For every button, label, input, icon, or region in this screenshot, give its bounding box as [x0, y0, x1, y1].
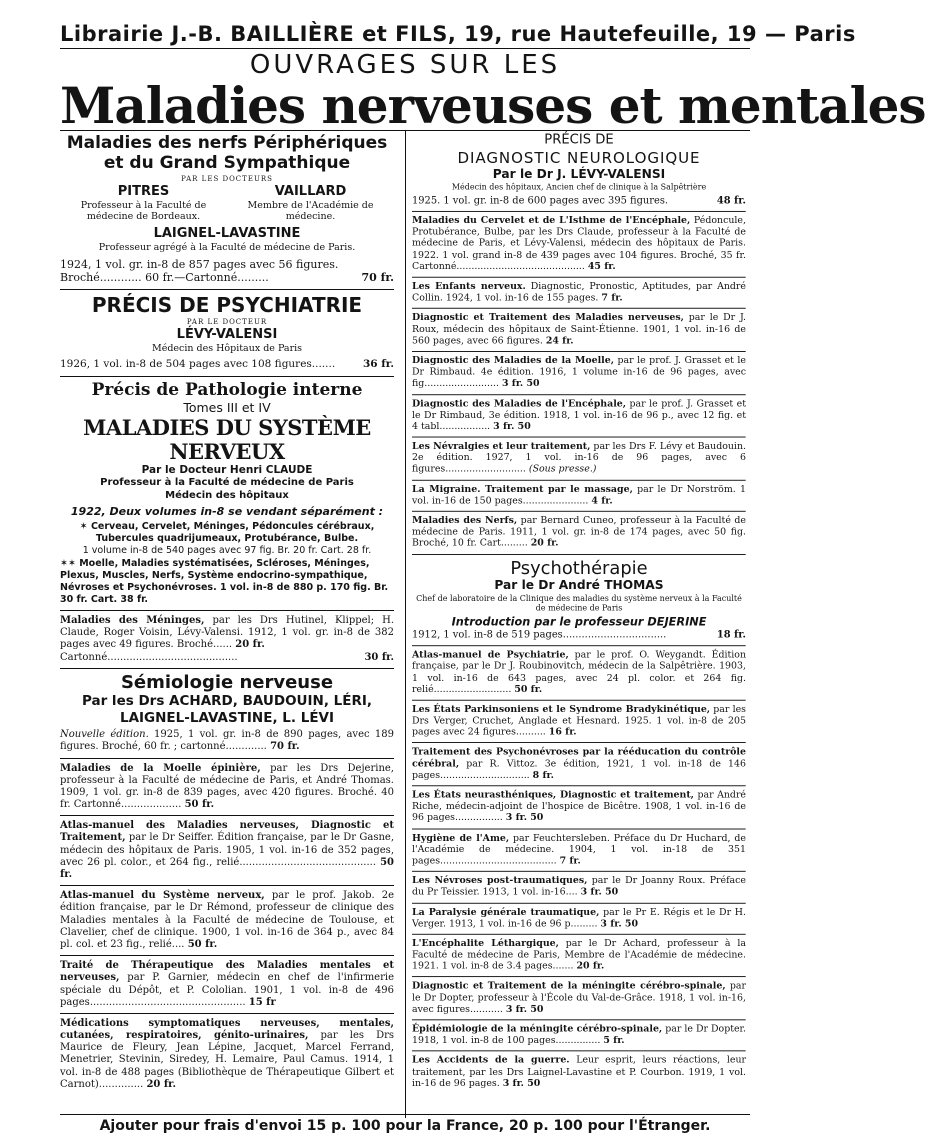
book-entry — [60, 890, 394, 951]
book-entry — [60, 615, 394, 664]
book-title: Précis de Pathologie interne — [91, 379, 363, 400]
edition-note: Nouvelle édition. — [60, 729, 149, 741]
price: 20 fr. — [235, 639, 265, 651]
book-entry-text: par le Dr Joanny Roux. Préface du Pr Teissier. 1913, 1 vol. in-16.... — [412, 875, 746, 898]
book-title: Psychothérapie — [510, 557, 648, 579]
separator — [412, 308, 746, 309]
separator — [412, 645, 746, 646]
book-entry — [412, 1024, 746, 1047]
book-entry-title: Les Névralgies et leur traitement, — [412, 441, 591, 452]
book-entry-title: Atlas-manuel du Système nerveux, — [60, 890, 265, 902]
author-name: Par le Docteur Henri CLAUDE — [141, 463, 313, 476]
book-entry-title: Traité de Thérapeutique des Maladies mentales et nerveuses, — [60, 960, 394, 984]
footer-rule — [60, 1114, 750, 1115]
book-entry-text: par le Pr E. Régis et le Dr H. Verger. 1913, 1 vol. in-16 de 96 p......... — [412, 907, 746, 929]
book-entry-text: par Feuchtersleben. Préface du Dr Huchard, de l'Académie de médecine. 1904, 1 vol. in-18 de 351 pages....................................... — [412, 832, 746, 867]
book-entry-text: par le Dr Seiffer. Édition française, par le Dr Gasne, médecin des hôpitaux de Paris. 1905, 1 vol. in-16 de 352 pages, avec 26 pl. color., et 264 fig., relié........................................... — [60, 832, 394, 868]
book-entry — [412, 356, 746, 390]
book-entry — [60, 1018, 394, 1091]
separator — [412, 351, 746, 352]
author-line-2: LAIGNEL-LAVASTINE, L. LÉVI — [119, 710, 335, 727]
page-title: Maladies nerveuses et mentales — [60, 76, 926, 135]
book-entry — [412, 704, 746, 738]
separator — [60, 1013, 394, 1014]
author-name: Par le Dr J. LÉVY-VALENSI — [492, 167, 666, 182]
author-desc: Membre de l'Académie de médecine. — [247, 200, 374, 223]
book-entry-title: Les Enfants nerveux. — [412, 281, 526, 292]
author-desc: Professeur à la Faculté de médecine de Bordeaux. — [80, 200, 207, 223]
book-title: PRÉCIS DE PSYCHIATRIE — [91, 293, 363, 318]
price: 7 fr. — [601, 292, 623, 304]
separator — [412, 437, 746, 438]
separator — [412, 977, 746, 978]
separator — [60, 668, 394, 669]
separator — [412, 828, 746, 829]
price: 20 fr. — [530, 538, 559, 549]
separator — [412, 902, 746, 903]
header-rule — [60, 48, 750, 49]
separator — [60, 758, 394, 759]
book-entry — [60, 820, 394, 881]
price: 70 fr. — [361, 271, 394, 285]
price: 5 fr. — [603, 1035, 625, 1046]
author-desc: Médecin des Hôpitaux de Paris — [151, 343, 303, 355]
book-pathologie-interne — [60, 381, 394, 606]
book-entry — [412, 981, 746, 1015]
price: 20 fr. — [576, 961, 605, 972]
book-entry — [412, 876, 746, 899]
price: 45 fr. — [587, 261, 616, 272]
book-entry-text: Pédoncule, Protubérance, Bulbe, par les Drs Claude, professeur à la Faculté de médecine de Paris, et Lévy-Valensi, médecin des hôpitaux de Paris. 1922. 1 vol. grand in-8 de 439 pages avec 104 figures. Broché, 35 fr. Cartonné........................................... — [412, 215, 746, 272]
book-entry-text: par le Dr Dopter, professeur à l'École du Val-de-Grâce. 1918, 1 vol. in-16, avec figures........... — [412, 981, 746, 1015]
book-entry-title: Les États Parkinsoniens et le Syndrome Bradykinétique, — [412, 704, 711, 715]
price: 8 fr. — [532, 770, 554, 781]
author-line: Par les Drs ACHARD, BAUDOUIN, LÉRI, — [81, 693, 373, 710]
introduction-note: Introduction par le professeur DEJERINE — [451, 615, 707, 629]
book-entry-title: Maladies des Méninges, — [60, 614, 205, 626]
book-entry-text: par le Dr Achard, professeur à la Faculté de médecine de Paris, Membre de l'Académie de médecine. 1921. 1 vol. in-8 de 3.4 pages....... — [412, 938, 746, 972]
price: 3 fr. 50 — [600, 918, 639, 929]
book-entry-title: Épidémiologie de la méningite cérébro-spinale, — [412, 1024, 663, 1035]
book-semiologie-nerveuse — [60, 673, 394, 754]
book-entry-title: Traitement des Psychonévroses par la rééducation du contrôle cérébral, — [412, 747, 746, 769]
book-entry-text: par les Drs Maurice de Fleury, Jean Lépine, Jacquet, Marcel Ferrand, Menetrier, Stevinin, Siredey, H. Lemaire, Paul Camus. 1914, 1 vol. in-8 de 488 pages (Bibliothèque de Thérapeutique Gilbert et Carnot).............. — [60, 1030, 395, 1090]
book-entry — [412, 441, 746, 475]
book-entry-title: Les États neurasthéniques, Diagnostic et traitement, — [412, 790, 694, 801]
book-info: 1925, 1 vol. gr. in-8 de 890 pages, avec 189 figures. Broché, 60 fr. ; cartonné............. — [60, 729, 394, 753]
book-entry — [412, 650, 746, 696]
book-entry-title: Maladies du Cervelet et de L'Isthme de l'Encéphale, — [412, 215, 691, 227]
price: 20 fr. — [146, 1078, 176, 1090]
book-info: 1925. 1 vol. gr. in-8 de 600 pages avec 395 figures. — [412, 194, 669, 207]
book-diagnostic-neurologique — [412, 132, 746, 207]
price: 36 fr. — [362, 358, 394, 371]
book-entry — [412, 216, 746, 273]
book-entry-text: par André Riche, médecin-adjoint de l'hospice de Bicêtre. 1908, 1 vol. in-16 de 96 pages................ — [412, 790, 747, 824]
book-entry-title: Maladies de la Moelle épinière, — [60, 762, 261, 774]
price: 24 fr. — [545, 335, 574, 347]
price: 30 fr. — [364, 651, 394, 663]
book-entry — [412, 281, 746, 304]
book-entry-title: Diagnostic et Traitement de la méningite cérébro-spinale, — [412, 981, 726, 992]
price: 50 fr. — [514, 684, 543, 695]
authors-heading: PAR LE DOCTEUR — [186, 318, 268, 327]
book-info: 1912, 1 vol. in-8 de 519 pages................................. — [412, 629, 667, 641]
separator — [412, 934, 746, 935]
separator — [412, 394, 746, 395]
book-title: Sémiologie nerveuse — [120, 671, 334, 693]
price: 15 fr — [248, 996, 276, 1008]
book-entry-title: Les Accidents de la guerre. — [412, 1055, 570, 1066]
book-entry-text: par le Dr J. Roux, médecin des hôpitaux de Saint-Étienne. 1901, 1 vol. in-16 de 560 pages, avec 66 figures. — [412, 312, 747, 347]
right-column — [412, 132, 746, 1093]
book-entry-title: Maladies des Nerfs, — [412, 515, 518, 526]
book-entry — [412, 907, 746, 930]
author-name: VAILLARD — [274, 183, 347, 199]
book-entry-text: par R. Vittoz. 3e édition, 1921, 1 vol. in-18 de 146 pages.............................. — [412, 758, 746, 781]
book-entry — [412, 747, 746, 781]
author-desc: Médecin des hôpitaux, Ancien chef de clinique à la Salpêtrière — [451, 182, 707, 192]
book-entry-title: La Paralysie générale traumatique, — [412, 907, 600, 918]
book-psychotherapie — [412, 558, 746, 641]
book-entry-text: par les Drs Dejerine, professeur à la Faculté de médecine de Paris, et André Thomas. 1909, 1 vol. gr. in-8 de 839 pages, avec 420 figures. Broché. 40 fr. Cartonné................... — [60, 762, 394, 811]
price: 3 fr. 50 — [502, 1078, 541, 1089]
author-desc: Professeur agrégé à la Faculté de médecine de Paris. — [98, 242, 356, 254]
book-title: PRÉCIS DE — [544, 132, 614, 148]
book-entry-text: par le prof. J. Grasset et le Dr Rimbaud. 4e édition. 1916, 1 volume in-16 de 96 pages, avec fig......................... — [412, 355, 746, 389]
separator — [412, 743, 746, 744]
left-column — [60, 132, 394, 1094]
publisher-line: Librairie J.-B. BAILLIÈRE et FILS, 19, rue Hautefeuille, 19 — Paris — [60, 22, 856, 46]
authors-heading: PAR LES DOCTEURS — [181, 175, 273, 184]
separator — [60, 885, 394, 886]
book-entry-text: Leur esprit, leurs réactions, leur traitement, par les Drs Laignel-Lavastine et P. Courbon. 1919, 1 vol. in-16 de 96 pages. — [412, 1055, 747, 1089]
separator — [60, 376, 394, 377]
separator — [412, 1051, 746, 1052]
book-entry-text: par le Dr Dopter. 1918, 1 vol. in-8 de 100 pages............... — [412, 1024, 747, 1046]
book-volumes: Tomes III et IV — [183, 400, 271, 416]
book-entry-title: Diagnostic des Maladies de la Moelle, — [412, 355, 615, 367]
price: 70 fr. — [270, 741, 300, 753]
book-entry — [412, 516, 746, 550]
book-entry-text: par Bernard Cuneo, professeur à la Faculté de médecine de Paris. 1911, 1 vol. gr. in-8 de 174 pages, avec 50 fig. Broché, 10 fr. Cart......... — [412, 515, 746, 549]
author-name: Par le Dr André THOMAS — [494, 578, 664, 593]
author-name: LAIGNEL-LAVASTINE — [153, 225, 301, 241]
author-desc-2: Médecin des hôpitaux — [165, 489, 289, 501]
price-label: Cartonné......................................... — [60, 651, 238, 663]
book-title-line2: DIAGNOSTIC NEUROLOGIQUE — [457, 148, 701, 167]
book-entry-text: par le prof. Jakob. 2e édition française, par le Dr Rémond, professeur de clinique des Maladies mentales à la Faculté de médecine de Toulouse, et Clavelier, chef de clinique. 1900, 1 vol. in-16 de 364 p., avec 84 pl. col. et 23 fig., relié.... — [60, 890, 394, 950]
price: 50 fr. — [60, 856, 394, 881]
price: 48 fr. — [716, 194, 746, 207]
book-entry-title: La Migraine. Traitement par le massage, — [412, 484, 633, 495]
book-entry-text: par le prof. J. Grasset et le Dr Rimbaud, 3e édition. 1918, 1 vol. in-16 de 96 p., avec 12 fig. et 4 tabl................. — [412, 398, 747, 432]
separator — [412, 871, 746, 872]
volume-2-contents: ✶✶ Moelle, Maladies systématisées, Scléroses, Méninges, Plexus, Muscles, Nerfs, Système endocrino-sympathique, Névroses et Psychonévroses. 1 vol. in-8 de 880 p. 170 fig. Br. 30 fr. Cart. 38 fr. — [60, 558, 389, 606]
book-entry-text: par les Drs F. Lévy et Baudouin. 2e édition. 1927, 1 vol. in-16 de 96 pages, avec 6 figures........................... — [412, 441, 746, 475]
price: 3 fr. 50 — [505, 1004, 544, 1015]
book-title: Maladies des nerfs Périphériques — [66, 133, 388, 153]
separator — [412, 277, 746, 278]
price: 50 fr. — [184, 799, 215, 811]
book-precis-psychiatrie — [60, 294, 394, 372]
price: (Sous presse.) — [528, 464, 597, 475]
volume-1-details: 1 volume in-8 de 540 pages avec 97 fig. Br. 20 fr. Cart. 28 fr. — [82, 544, 372, 556]
column-divider — [405, 130, 406, 1118]
price: 16 fr. — [548, 727, 577, 738]
book-nerfs-peripheriques — [60, 134, 394, 285]
book-entry — [412, 398, 746, 432]
book-entry-title: Diagnostic des Maladies de l'Encéphale, — [412, 398, 627, 409]
separator — [412, 1019, 746, 1020]
volume-1-contents: ✶ Cerveau, Cervelet, Méninges, Pédoncules cérébraux, Tubercules quadrijumeaux, Protubérance, Bulbe. — [79, 520, 375, 544]
book-entry-title: Diagnostic et Traitement des Maladies nerveuses, — [412, 312, 684, 324]
separator — [412, 554, 746, 555]
book-entry-title: Médications symptomatiques nerveuses, mentales, cutanées, respiratoires, génito-urinaires, — [60, 1017, 394, 1042]
book-info: 1926, 1 vol. in-8 de 504 pages avec 108 figures....... — [60, 358, 336, 371]
book-entry-title: Atlas-manuel de Psychiatrie, — [412, 650, 569, 661]
separator — [412, 479, 746, 480]
price: 3 fr. 50 — [580, 887, 619, 898]
book-entry — [412, 484, 746, 507]
price: 50 fr. — [187, 938, 218, 950]
price: 18 fr. — [716, 629, 746, 641]
shipping-note: Ajouter pour frais d'envoi 15 p. 100 pour la France, 20 p. 100 pour l'Étranger. — [99, 1118, 711, 1134]
author-desc: Chef de laboratoire de la Clinique des maladies du système nerveux à la Faculté de médecine de Paris — [416, 594, 742, 614]
book-entry — [60, 763, 394, 812]
book-entry-text: par les Drs Hutinel, Klippel; H. Claude, Roger Voisin, Lévy-Valensi. 1912, 1 vol. gr. in-8 de 382 pages avec 49 figures. Broché...... — [60, 614, 395, 651]
separator — [412, 700, 746, 701]
catalog-page — [60, 0, 926, 1146]
book-title-line2: et du Grand Sympathique — [103, 152, 351, 173]
book-subtitle: MALADIES DU SYSTÈME NERVEUX — [83, 414, 371, 464]
book-entry-title: L'Encéphalite Léthargique, — [412, 938, 559, 949]
book-entry-text: par les Drs Verger, Cruchet, Anglade et Hesnard. 1925. 1 vol. in-8 de 205 pages avec 24 figures.......... — [412, 704, 747, 738]
price: 3 fr. 50 — [493, 421, 531, 432]
author-desc: Professeur à la Faculté de médecine de Paris — [100, 477, 354, 489]
separator — [412, 211, 746, 212]
book-entry-text: par le Dr Norström. 1 vol. in-16 de 150 pages...................... — [412, 484, 746, 506]
price-label: Broché............ 60 fr.—Cartonné......... — [60, 271, 269, 285]
author-name: PITRES — [117, 183, 170, 199]
book-entry — [412, 833, 746, 867]
price: 4 fr. — [591, 495, 613, 506]
price: 7 fr. — [559, 855, 581, 867]
book-entry-title: Les Névroses post-traumatiques, — [412, 875, 588, 887]
price: 3 fr. 50 — [505, 812, 544, 824]
book-entry — [412, 313, 746, 347]
book-info: 1924, 1 vol. gr. in-8 de 857 pages avec 56 figures. — [60, 257, 339, 271]
author-name: LÉVY-VALENSI — [176, 326, 278, 342]
separator — [60, 955, 394, 956]
book-entry-title: Hygiène de l'Ame, — [412, 832, 510, 844]
book-entry-text: par P. Garnier, médecin en chef de l'infirmerie spéciale du Dépôt, et P. Cololian. 1901, 1 vol. in-8 de 496 pages................................................. — [60, 972, 394, 1008]
separator — [412, 785, 746, 786]
book-entry-text: par le prof. O. Weygandt. Édition française, par le Dr J. Roubinovitch, médecin de la Salpêtrière. 1903, 1 vol. in-16 de 643 pages, avec 24 pl. color. et 264 fig. relié.......................... — [412, 650, 747, 695]
volume-note: 1922, Deux volumes in-8 se vendant séparément : — [70, 505, 384, 519]
separator — [60, 289, 394, 290]
subtitle: OUVRAGES SUR LES — [249, 50, 561, 80]
book-entry — [412, 1055, 746, 1089]
book-entry — [60, 960, 394, 1009]
book-entry-text: Diagnostic, Pronostic, Aptitudes, par André Collin. 1924, 1 vol. in-16 de 155 pages. — [412, 281, 746, 304]
book-entry-title: Atlas-manuel des Maladies nerveuses, Diagnostic et Traitement, — [60, 820, 394, 844]
separator — [60, 815, 394, 816]
separator — [60, 610, 394, 611]
price: 3 fr. 50 — [501, 378, 540, 389]
book-entry — [412, 938, 746, 972]
book-entry — [412, 790, 746, 824]
separator — [412, 511, 746, 512]
